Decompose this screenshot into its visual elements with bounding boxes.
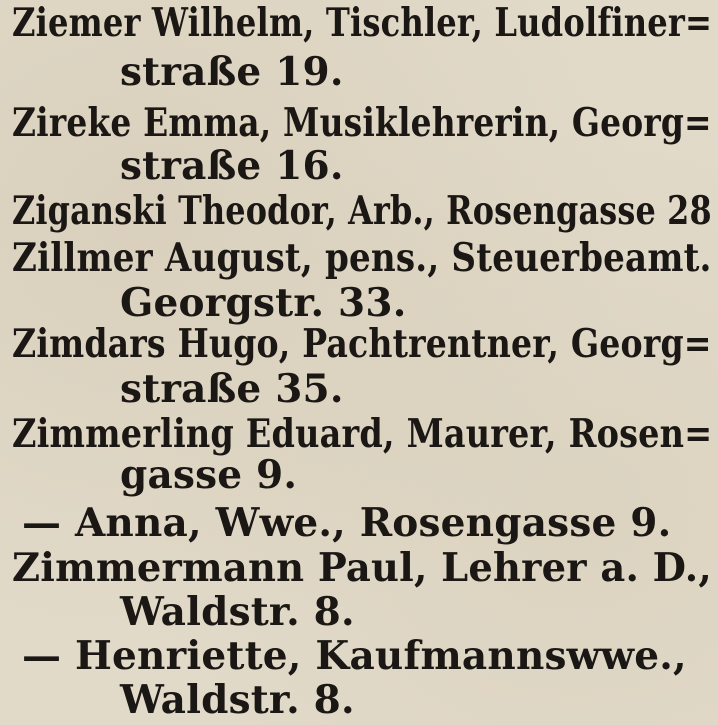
entry-continuation-line: Waldstr. 8. (120, 589, 355, 635)
entry-line: Zillmer August, pens., Steuerbeamt. (12, 235, 712, 281)
sub-entry-line: — Henriette, Kaufmannswwe., (22, 633, 687, 679)
entry-line: Zimmerling Eduard, Maurer, Rosen= (12, 411, 713, 457)
sub-entry-line: — Anna, Wwe., Rosengasse 9. (22, 500, 672, 546)
entry-line: Zimdars Hugo, Pachtrentner, Georg= (12, 321, 712, 367)
entry-continuation-line: straße 16. (120, 143, 344, 189)
entry-line: Ziemer Wilhelm, Tischler, Ludolfiner= (12, 0, 713, 46)
entry-line: Zimmermann Paul, Lehrer a. D., (12, 545, 712, 591)
entry-line: Ziganski Theodor, Arb., Rosengasse 28 (12, 188, 712, 234)
entry-line: Zireke Emma, Musiklehrerin, Georg= (12, 100, 712, 146)
entry-continuation-line: straße 35. (120, 366, 344, 412)
entry-continuation-line: gasse 9. (120, 452, 298, 498)
entry-continuation-line: Waldstr. 8. (120, 677, 355, 723)
entry-continuation-line: Georgstr. 33. (120, 280, 407, 326)
entry-continuation-line: straße 19. (120, 49, 344, 95)
